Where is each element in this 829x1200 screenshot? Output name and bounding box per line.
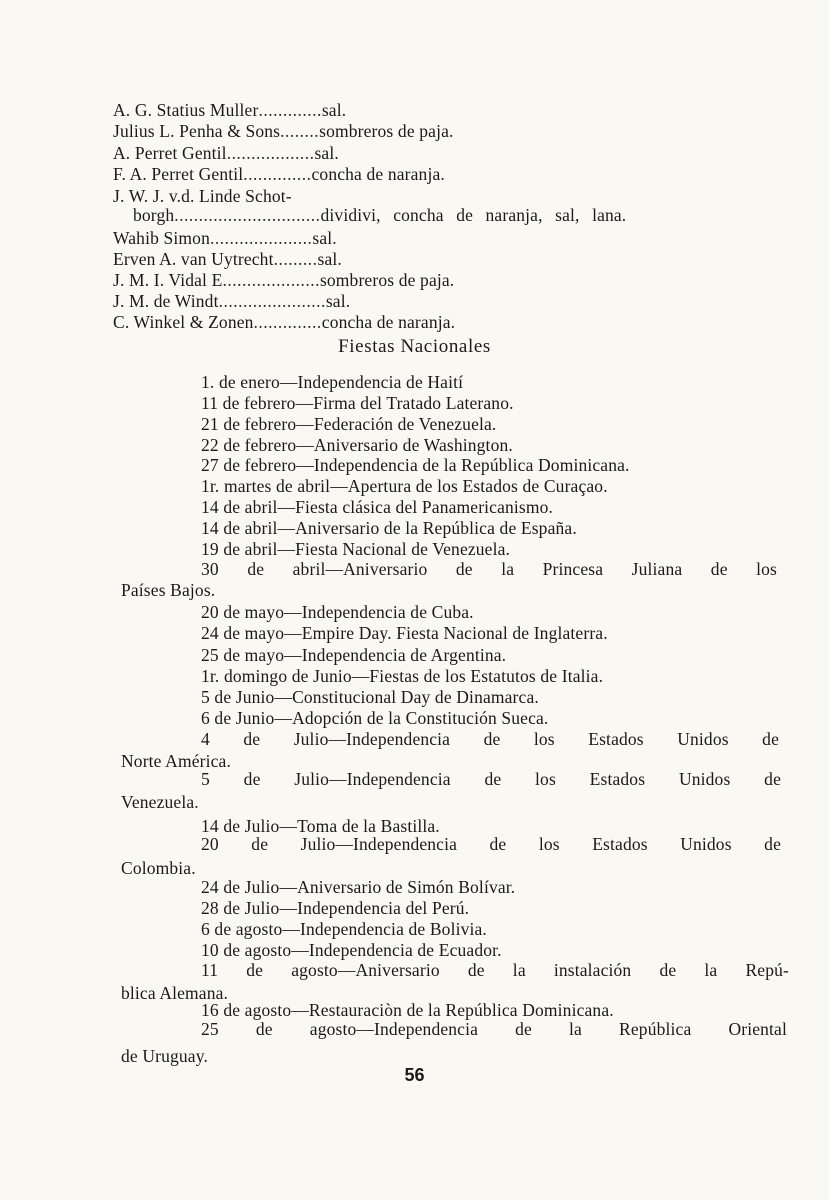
merchant-entry bbox=[113, 270, 454, 291]
merchant-entry bbox=[133, 205, 626, 226]
section-heading: Fiestas Nacionales bbox=[338, 336, 491, 357]
page-number: 56 bbox=[404, 1065, 425, 1085]
dot-leader: .............. bbox=[243, 164, 312, 184]
merchant-name: Erven A. van Uytrecht bbox=[113, 249, 274, 269]
merchant-name: J. M. I. Vidal E bbox=[113, 270, 223, 290]
holiday-entry-continuation: Venezuela. bbox=[121, 792, 199, 812]
merchant-entry bbox=[113, 100, 346, 121]
dot-leader: .................... bbox=[222, 270, 320, 290]
holiday-entry: 5 de Junio—Constitucional Day de Dinamarca. bbox=[201, 687, 539, 707]
holiday-entry: 5 de Julio—Independencia de los Estados Unidos de bbox=[201, 769, 781, 789]
holiday-entry: 28 de Julio—Independencia del Perú. bbox=[201, 898, 470, 918]
merchant-products: sal. bbox=[314, 143, 339, 163]
dot-leader: ......... bbox=[273, 249, 318, 269]
holiday-entry: 1. de enero—Independencia de Haití bbox=[201, 372, 464, 392]
merchant-entry bbox=[113, 228, 337, 249]
holiday-entry: 4 de Julio—Independencia de los Estados Unidos de bbox=[201, 729, 779, 749]
holiday-entry-continuation: Colombia. bbox=[121, 858, 196, 878]
merchant-products: sal. bbox=[321, 100, 347, 120]
merchant-name: J. M. de Windt bbox=[113, 291, 219, 311]
merchant-entry bbox=[113, 291, 350, 312]
holiday-entry: 25 de mayo—Independencia de Argentina. bbox=[201, 645, 507, 665]
merchant-products: sal. bbox=[325, 291, 351, 311]
merchant-products: concha de naranja. bbox=[311, 164, 445, 184]
holiday-entry: 10 de agosto—Independencia de Ecuador. bbox=[201, 940, 502, 960]
holiday-entry: 20 de mayo—Independencia de Cuba. bbox=[201, 602, 474, 622]
holiday-entry: 27 de febrero—Independencia de la República Dominicana. bbox=[201, 455, 630, 475]
merchant-name: F. A. Perret Gentil bbox=[113, 164, 244, 184]
holiday-entry: 11 de agosto—Aniversario de la instalación de la Repú- bbox=[201, 960, 789, 980]
holiday-entry: 21 de febrero—Federación de Venezuela. bbox=[201, 414, 497, 434]
dot-leader: ............. bbox=[258, 100, 322, 120]
dot-leader: .................. bbox=[226, 143, 315, 163]
merchant-products: sombreros de paja. bbox=[319, 270, 455, 290]
merchant-products: sombreros de paja. bbox=[319, 121, 454, 141]
holiday-entry: 14 de abril—Fiesta clásica del Panamericanismo. bbox=[201, 497, 554, 517]
holiday-entry: 11 de febrero—Firma del Tratado Laterano. bbox=[201, 393, 514, 413]
holiday-entry: 24 de Julio—Aniversario de Simón Bolívar. bbox=[201, 877, 516, 897]
holiday-entry: 22 de febrero—Aniversario de Washington. bbox=[201, 435, 513, 455]
dot-leader: .............. bbox=[253, 312, 322, 332]
holiday-entry: 14 de Julio—Toma de la Bastilla. bbox=[201, 816, 440, 836]
holiday-entry: 1r. martes de abril—Apertura de los Estados de Curaçao. bbox=[201, 476, 608, 496]
merchant-entry bbox=[113, 164, 445, 185]
holiday-entry-continuation: de Uruguay. bbox=[121, 1046, 209, 1066]
holiday-entry: 19 de abril—Fiesta Nacional de Venezuela. bbox=[201, 539, 511, 559]
dot-leader: ...................... bbox=[218, 291, 326, 311]
merchant-name: J. W. J. v.d. Linde Schot- bbox=[113, 186, 292, 206]
merchant-entry bbox=[113, 186, 292, 207]
holiday-entry: 20 de Julio—Independencia de los Estados Unidos de bbox=[201, 834, 781, 854]
holiday-entry: 25 de agosto—Independencia de la República Oriental bbox=[201, 1019, 787, 1039]
dot-leader: ..................... bbox=[209, 228, 313, 248]
holiday-entry: 6 de agosto—Independencia de Bolivia. bbox=[201, 919, 487, 939]
holiday-entry: 1r. domingo de Junio—Fiestas de los Estatutos de Italia. bbox=[201, 666, 604, 686]
merchant-name: A. G. Statius Muller bbox=[113, 100, 259, 120]
merchant-name: A. Perret Gentil bbox=[113, 143, 227, 163]
dot-leader: ........ bbox=[280, 121, 320, 141]
merchant-products: dividivi, concha de naranja, sal, lana. bbox=[320, 205, 627, 225]
merchant-entry bbox=[113, 121, 454, 142]
merchant-name: C. Winkel & Zonen bbox=[113, 312, 254, 332]
holiday-entry: 6 de Junio—Adopción de la Constitución Sueca. bbox=[201, 708, 549, 728]
merchant-products: concha de naranja. bbox=[321, 312, 456, 332]
holiday-entry-continuation: blica Alemana. bbox=[121, 983, 229, 1003]
holiday-entry-continuation: Países Bajos. bbox=[121, 580, 216, 600]
merchant-entry bbox=[113, 143, 339, 164]
merchant-entry bbox=[113, 249, 342, 270]
holiday-entry: 16 de agosto—Restauraciòn de la República Dominicana. bbox=[201, 1000, 614, 1020]
merchant-entry bbox=[113, 312, 455, 333]
holiday-entry-continuation: Norte América. bbox=[121, 751, 231, 771]
dot-leader: .............................. bbox=[174, 205, 321, 225]
merchant-name: borgh bbox=[133, 205, 175, 225]
merchant-name: Wahib Simon bbox=[113, 228, 210, 248]
merchant-products: sal. bbox=[317, 249, 342, 269]
holiday-entry: 24 de mayo—Empire Day. Fiesta Nacional de Inglaterra. bbox=[201, 623, 608, 643]
merchant-name: Julius L. Penha & Sons bbox=[113, 121, 281, 141]
holiday-entry: 30 de abril—Aniversario de la Princesa Juliana de los bbox=[201, 559, 777, 579]
merchant-products: sal. bbox=[312, 228, 337, 248]
holiday-entry: 14 de abril—Aniversario de la República de España. bbox=[201, 518, 577, 538]
